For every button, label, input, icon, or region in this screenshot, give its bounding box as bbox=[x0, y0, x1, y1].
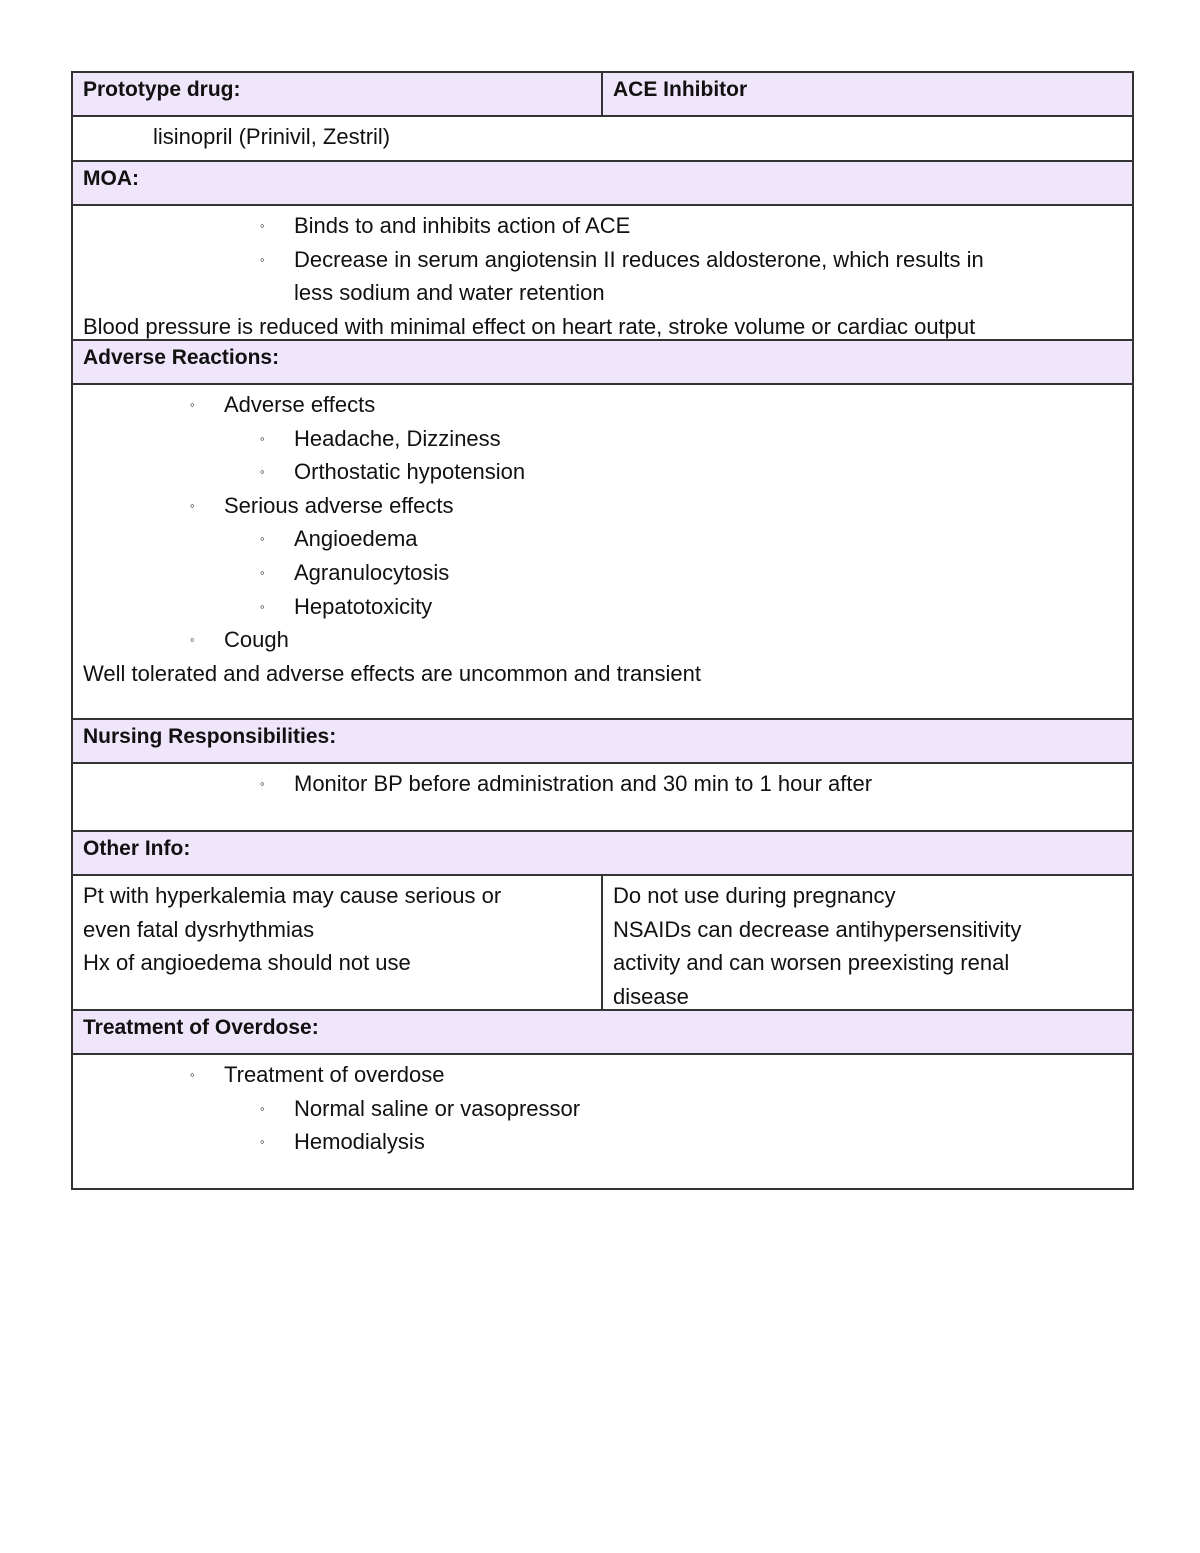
list-item: ◦ Hemodialysis bbox=[83, 1125, 1122, 1159]
bullet-icon: ◦ bbox=[260, 564, 265, 580]
overdose-header: Treatment of Overdose: bbox=[73, 1009, 1132, 1053]
info-line: Pt with hyperkalemia may cause serious or bbox=[83, 883, 502, 908]
list-item: ◦ Decrease in serum angiotensin II reduces aldosterone, which results in bbox=[83, 243, 1122, 277]
prototype-label: Prototype drug: bbox=[73, 73, 603, 115]
adverse-summary: Well tolerated and adverse effects are uncommon and transient bbox=[83, 660, 701, 686]
drug-name-row bbox=[73, 115, 1132, 160]
other-info-body bbox=[73, 874, 1132, 1009]
moa-body bbox=[73, 204, 1132, 339]
bullet-icon: ◦ bbox=[190, 397, 195, 412]
list-item: ◦ Adverse effects bbox=[83, 388, 1122, 422]
list-item: ◦ Hepatotoxicity bbox=[83, 590, 1122, 624]
list-item: ◦ Angioedema bbox=[83, 522, 1122, 556]
overdose-body bbox=[73, 1053, 1132, 1188]
list-item: ◦ Binds to and inhibits action of ACE bbox=[83, 209, 1122, 243]
bullet-icon: ◦ bbox=[260, 531, 265, 547]
drug-name: lisinopril (Prinivil, Zestril) bbox=[153, 124, 391, 149]
list-item: ◦ Cough bbox=[83, 623, 1122, 657]
nursing-body bbox=[73, 762, 1132, 830]
bullet-icon: ◦ bbox=[260, 464, 265, 480]
adverse-header: Adverse Reactions: bbox=[73, 339, 1132, 383]
info-line: activity and can worsen preexisting renal bbox=[613, 950, 1010, 976]
bullet-icon: ◦ bbox=[190, 1067, 195, 1082]
moa-header: MOA: bbox=[73, 160, 1132, 204]
list-item: ◦ Agranulocytosis bbox=[83, 556, 1122, 590]
list-item-continuation: less sodium and water retention bbox=[294, 280, 605, 306]
bullet-icon: ◦ bbox=[260, 218, 265, 233]
list-item: ◦ Treatment of overdose bbox=[83, 1058, 1122, 1092]
bullet-icon: ◦ bbox=[190, 497, 195, 513]
nursing-header: Nursing Responsibilities: bbox=[73, 718, 1132, 762]
other-info-left bbox=[73, 876, 603, 1009]
info-line: NSAIDs can decrease antihypersensitivity bbox=[613, 916, 1022, 942]
list-item: ◦ Headache, Dizziness bbox=[83, 422, 1122, 456]
info-line: Do not use during pregnancy bbox=[613, 883, 896, 908]
drug-class-label: ACE Inhibitor bbox=[613, 78, 748, 101]
adverse-body bbox=[73, 383, 1132, 718]
drug-card-table bbox=[71, 71, 1134, 1190]
other-info-header: Other Info: bbox=[73, 830, 1132, 874]
list-item: ◦ Normal saline or vasopressor bbox=[83, 1092, 1122, 1126]
bullet-icon: ◦ bbox=[190, 632, 195, 648]
list-item: ◦ Monitor BP before administration and 30 min to 1 hour after bbox=[83, 767, 1122, 801]
bullet-icon: ◦ bbox=[260, 1100, 265, 1116]
moa-summary: Blood pressure is reduced with minimal effect on heart rate, stroke volume or cardiac output bbox=[83, 313, 976, 339]
bullet-icon: ◦ bbox=[260, 598, 265, 614]
other-info-right bbox=[603, 876, 1132, 1009]
prototype-header-row bbox=[73, 73, 1132, 115]
info-line: Hx of angioedema should not use bbox=[83, 950, 411, 976]
bullet-icon: ◦ bbox=[260, 251, 265, 267]
info-line: even fatal dysrhythmias bbox=[83, 916, 315, 942]
bullet-icon: ◦ bbox=[260, 1134, 265, 1150]
bullet-icon: ◦ bbox=[260, 430, 265, 446]
info-line: disease bbox=[613, 983, 689, 1009]
list-item: ◦ Serious adverse effects bbox=[83, 489, 1122, 523]
bullet-icon: ◦ bbox=[260, 776, 265, 791]
list-item: ◦ Orthostatic hypotension bbox=[83, 455, 1122, 489]
